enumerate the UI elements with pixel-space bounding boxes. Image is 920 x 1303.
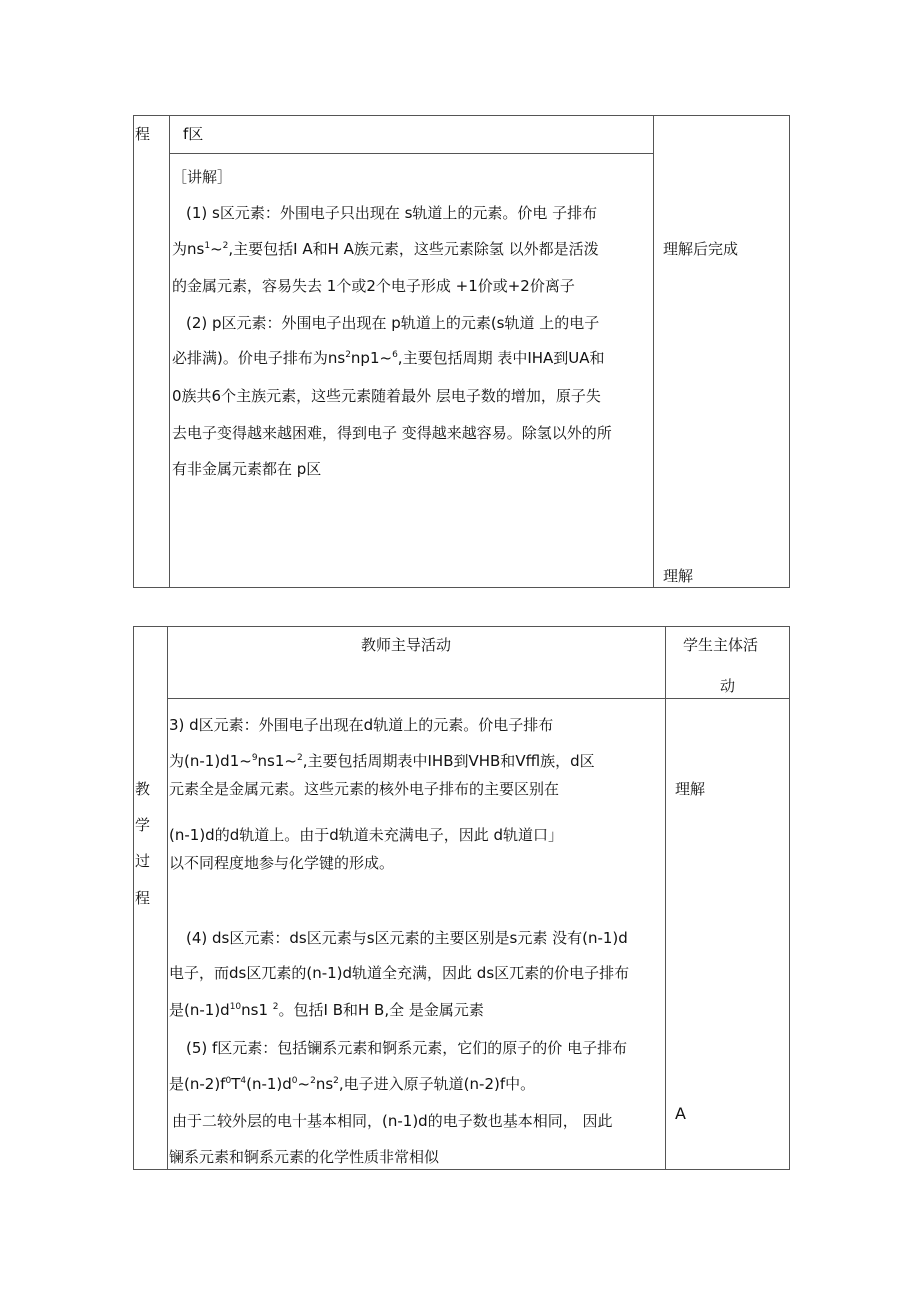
d-block-line4: (n-1)d的d轨道上。由于d轨道未充满电子，因此 d轨道口」	[169, 826, 564, 844]
ds-block-line1: (4) ds区元素：ds区元素与s区元素的主要区别是s元素 没有(n-1)d	[186, 929, 628, 947]
p-block-line5: 有非金属元素都在 p区	[172, 460, 322, 478]
table2-left-char-2: 学	[135, 816, 151, 834]
p-block-line4: 去电子变得越来越困难，得到电子 变得越来越容易。除氢以外的所	[172, 424, 612, 442]
table2-right-bottom: A	[675, 1104, 686, 1123]
table2-border-top	[133, 626, 790, 627]
s-block-line1: (1) s区元素：外围电子只出现在 s轨道上的元素。价电 子排布	[186, 204, 598, 222]
table2-border-left	[133, 626, 134, 1170]
d-block-line1: 3) d区元素：外围电子出现在d轨道上的元素。价电子排布	[169, 716, 554, 734]
d-block-line3: 元素全是金属元素。这些元素的核外电子排布的主要区别在	[169, 780, 560, 798]
table1-header-row: f区	[183, 125, 204, 143]
table2-left-char-1: 教	[135, 780, 151, 798]
table1-right-bottom: 理解	[663, 567, 694, 585]
p-block-line3: 0族共6个主族元素，这些元素随着最外 层电子数的增加，原子失	[172, 387, 601, 405]
f-block-line1: (5) f区元素：包括镧系元素和锕系元素，它们的原子的价 电子排布	[186, 1039, 628, 1057]
table2-right-mid: 理解	[675, 780, 706, 798]
header-student-activity-1: 学生主体活	[683, 636, 759, 654]
ds-block-line3: 是$(n-1)d^{10}ns1$ $^2$。包括I B和H B,全 是金属元素	[169, 1001, 484, 1019]
d-block-line2: 为(n-1)d1~$^9$ns1~$^2$,主要包括周期表中IHB到VHB和Vffl族，d区	[169, 752, 595, 770]
table2-col-divider-1	[167, 626, 168, 1170]
table2-left-char-3: 过	[135, 852, 151, 870]
table2-col-divider-2	[665, 626, 666, 1170]
table1-border-left	[133, 115, 134, 588]
f-block-line2: 是$(n-2)f^0T^4(n-1)d^0\sim^2ns^2$,电子进入原子轨道(n-2)f中。	[169, 1075, 536, 1093]
jiangjie-label: ［讲解］	[172, 168, 233, 186]
table2-border-right	[789, 626, 790, 1170]
table2-border-bottom	[133, 1169, 790, 1170]
table2-row-divider	[167, 698, 790, 699]
table2-left-char-4: 程	[135, 889, 151, 907]
table1-border-right	[789, 115, 790, 588]
f-block-line4: 镧系元素和锕系元素的化学性质非常相似	[169, 1148, 440, 1166]
table1-row-divider	[169, 153, 654, 154]
table1-right-top: 理解后完成	[663, 240, 739, 258]
p-block-line1: (2) p区元素：外围电子出现在 p轨道上的元素(s轨道 上的电子	[186, 314, 600, 332]
f-block-line3: 由于二较外层的电十基本相同，(n-1)d的电子数也基本相同， 因此	[172, 1112, 613, 1130]
table1-border-bottom	[133, 587, 790, 588]
table1-left-label: 程	[135, 125, 151, 143]
s-block-line2: 为$ns^1\sim^2$,主要包括I A和H A族元素，这些元素除氢 以外都是活泼	[172, 240, 599, 258]
ds-block-line2: 电子，而ds区兀素的(n-1)d轨道全充满，因此 ds区兀素的价电子排布	[169, 964, 630, 982]
s-block-line3: 的金属元素，容易失去 1个或2个电子形成 +1价或+2价离子	[172, 277, 575, 295]
header-teacher-activity: 教师主导活动	[361, 636, 452, 654]
header-student-activity-2: 动	[720, 677, 736, 695]
d-block-line5: 以不同程度地参与化学键的形成。	[169, 854, 395, 872]
table1-col-divider-1	[169, 115, 170, 588]
table1-border-top	[133, 115, 790, 116]
table1-col-divider-2	[653, 115, 654, 588]
p-block-line2: 必排满)。价电子排布为$ns^2np1\sim^6$,主要包括周期 表中IHA到UA和	[172, 349, 605, 367]
